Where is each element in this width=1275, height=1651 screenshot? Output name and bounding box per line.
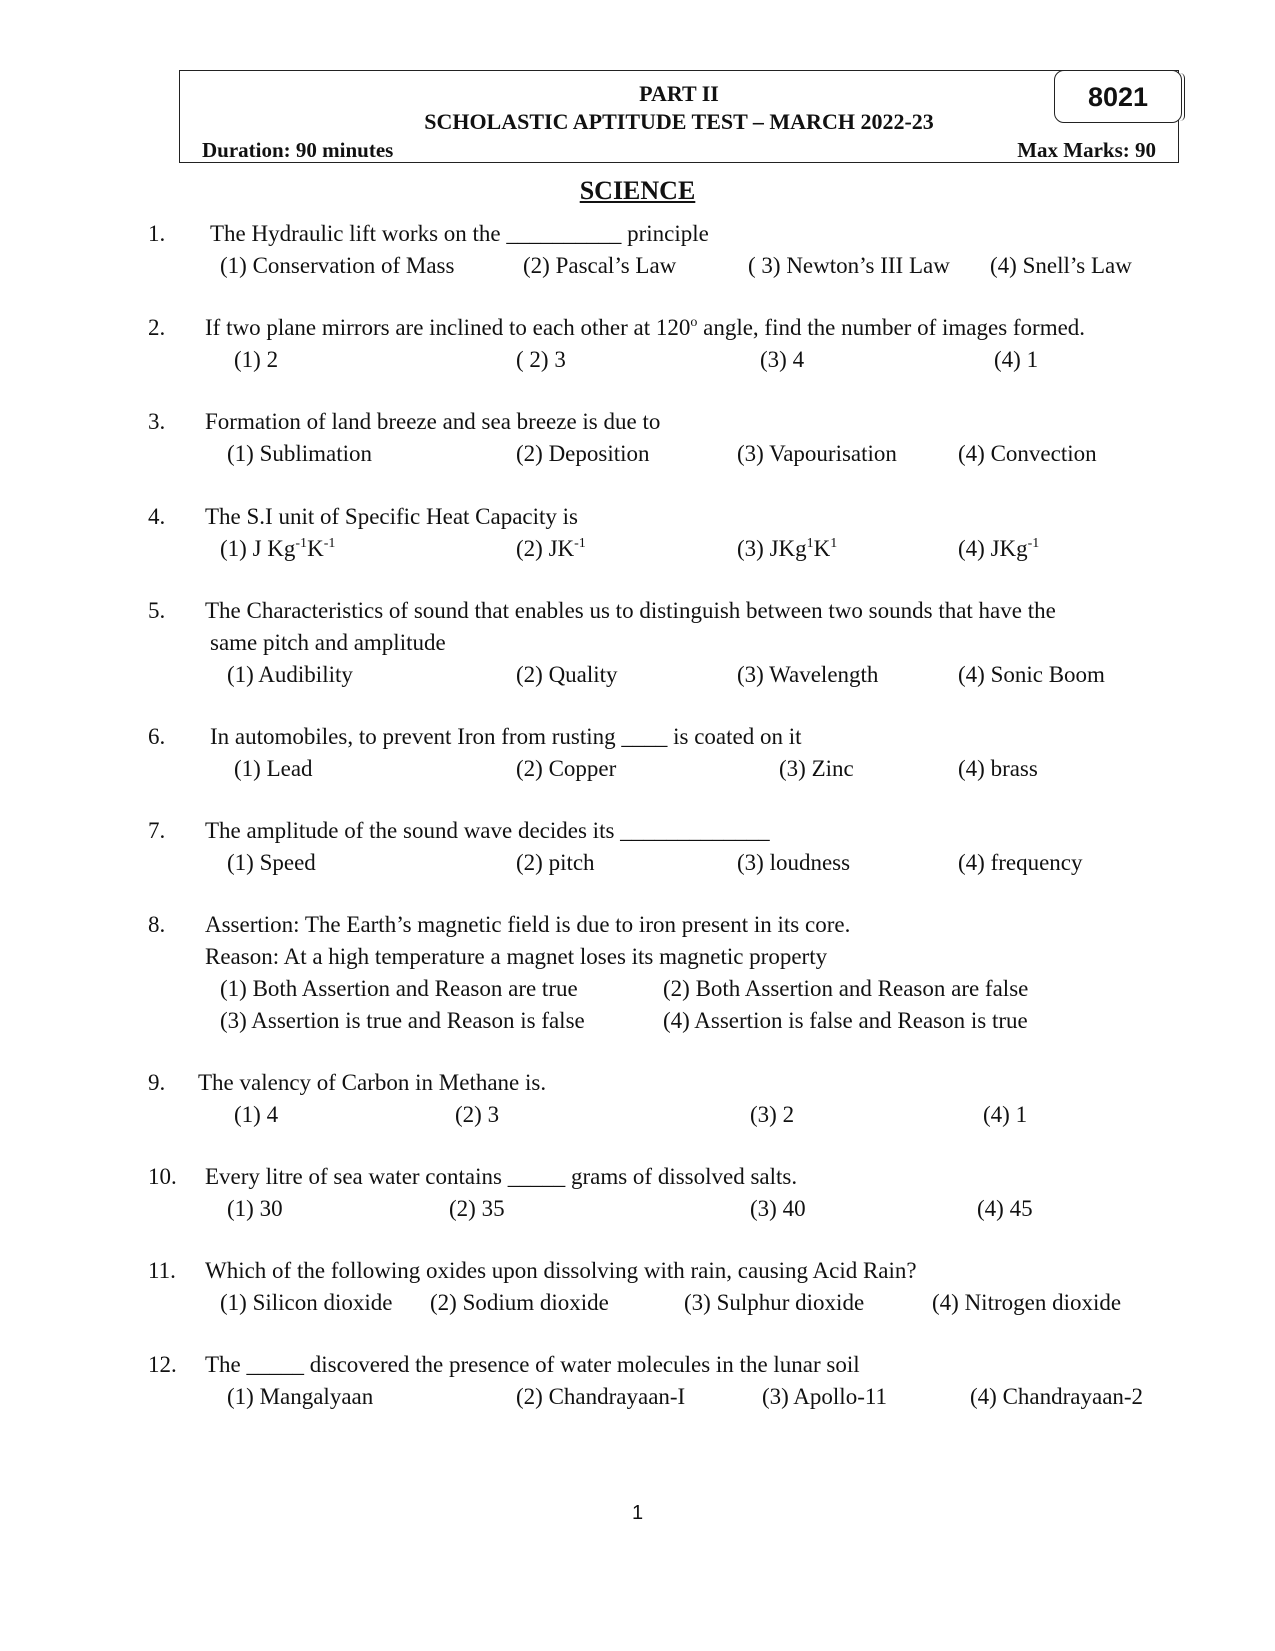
question-number: 2.: [148, 315, 166, 340]
option-3: (3) 40: [750, 1196, 806, 1221]
option-3: (3) 4: [760, 347, 805, 372]
question-number: 8.: [148, 912, 166, 937]
option-1: (1) Speed: [227, 850, 316, 875]
option-4: (4) 1: [994, 347, 1039, 372]
option-4: (4) JKg$^{-1}$: [958, 536, 1040, 561]
option-4: (4) 1: [983, 1102, 1028, 1127]
option-1: (1) 30: [227, 1196, 283, 1221]
option-4: (4) brass: [958, 756, 1038, 781]
option-4: (4) Assertion is false and Reason is true: [663, 1008, 1028, 1033]
question-text: Every litre of sea water contains _____ grams of dissolved salts.: [205, 1164, 798, 1189]
max-marks-label: Max Marks: 90: [1017, 138, 1156, 162]
option-1: (1) Silicon dioxide: [220, 1290, 393, 1315]
question-number: 11.: [148, 1258, 176, 1283]
question-number: 6.: [148, 724, 166, 749]
option-2: (2) Chandrayaan-I: [516, 1384, 686, 1409]
option-2: (2) Deposition: [516, 441, 650, 466]
option-3: (3) $JKg^1K^1$: [737, 536, 838, 561]
question-text: In automobiles, to prevent Iron from rusting ____ is coated on it: [210, 724, 802, 749]
question-text: The Hydraulic lift works on the __________ principle: [210, 221, 709, 246]
option-1: (1) 2: [234, 347, 279, 372]
option-3: (3) Zinc: [779, 756, 854, 781]
option-4: (4) Convection: [958, 441, 1097, 466]
option-3: (3) Assertion is true and Reason is false: [220, 1008, 585, 1033]
page-number: 1: [631, 1502, 644, 1524]
option-1: (1) Audibility: [227, 662, 353, 687]
option-2: ( 2) 3: [516, 347, 566, 372]
duration-label: Duration: 90 minutes: [202, 138, 394, 162]
question-number: 9.: [148, 1070, 166, 1095]
option-3: (3) Apollo-11: [762, 1384, 887, 1409]
option-1: (1) Lead: [234, 756, 313, 781]
option-4: (4) Nitrogen dioxide: [932, 1290, 1122, 1315]
option-2: (2) 3: [455, 1102, 500, 1127]
question-text: Which of the following oxides upon dissolving with rain, causing Acid Rain?: [205, 1258, 917, 1283]
option-1: (1) Sublimation: [227, 441, 373, 466]
option-3: (3) 2: [750, 1102, 795, 1127]
option-3: ( 3) Newton’s III Law: [748, 253, 950, 278]
option-3: (3) Vapourisation: [737, 441, 897, 466]
option-3: (3) Wavelength: [737, 662, 879, 687]
option-4: (4) Snell’s Law: [990, 253, 1132, 278]
option-1: (1) J $Kg^{-1}K^{-1}$: [220, 536, 336, 561]
question-number: 12.: [148, 1352, 177, 1377]
question-text: Formation of land breeze and sea breeze is due to: [205, 409, 661, 434]
option-1: (1) 4: [234, 1102, 279, 1127]
question-number: 3.: [148, 409, 166, 434]
question-text: If two plane mirrors are inclined to each other at 120$^o$ angle, find the number of images formed.: [205, 315, 1086, 340]
question-text: The Characteristics of sound that enables us to distinguish between two sounds that have the: [205, 598, 1056, 623]
question-text-continued: Reason: At a high temperature a magnet loses its magnetic property: [205, 944, 828, 969]
question-number: 1.: [148, 221, 166, 246]
option-4: (4) 45: [977, 1196, 1033, 1221]
question-number: 5.: [148, 598, 166, 623]
option-2: (2) pitch: [516, 850, 595, 875]
question-text: The amplitude of the sound wave decides its _____________: [205, 818, 770, 843]
question-text-continued: same pitch and amplitude: [210, 630, 446, 655]
exam-title: SCHOLASTIC APTITUDE TEST – MARCH 2022-23: [424, 109, 934, 134]
question-number: 7.: [148, 818, 166, 843]
subject-heading: SCIENCE: [579, 176, 696, 205]
option-1: (1) Conservation of Mass: [220, 253, 455, 278]
paper-code-badge: 8021: [1054, 70, 1182, 123]
exam-header: [179, 70, 1179, 163]
option-1: (1) Both Assertion and Reason are true: [220, 976, 578, 1001]
option-2: (2) 35: [449, 1196, 505, 1221]
question-text: The S.I unit of Specific Heat Capacity is: [205, 504, 579, 529]
option-4: (4) Chandrayaan-2: [970, 1384, 1144, 1409]
question-number: 10.: [148, 1164, 177, 1189]
part-label: PART II: [639, 81, 719, 106]
option-2: (2) Pascal’s Law: [523, 253, 677, 278]
option-2: (2) Quality: [516, 662, 618, 687]
option-4: (4) Sonic Boom: [958, 662, 1105, 687]
option-4: (4) frequency: [958, 850, 1083, 875]
option-2: (2) Copper: [516, 756, 617, 781]
question-number: 4.: [148, 504, 166, 529]
question-text: The valency of Carbon in Methane is.: [198, 1070, 547, 1095]
option-2: (2) Both Assertion and Reason are false: [663, 976, 1029, 1001]
option-2: (2) Sodium dioxide: [430, 1290, 609, 1315]
option-3: (3) loudness: [737, 850, 851, 875]
option-1: (1) Mangalyaan: [227, 1384, 374, 1409]
question-text: Assertion: The Earth’s magnetic field is due to iron present in its core.: [205, 912, 851, 937]
question-text: The _____ discovered the presence of water molecules in the lunar soil: [205, 1352, 860, 1377]
option-3: (3) Sulphur dioxide: [684, 1290, 865, 1315]
option-2: (2) $JK^{-1}$: [516, 536, 586, 561]
